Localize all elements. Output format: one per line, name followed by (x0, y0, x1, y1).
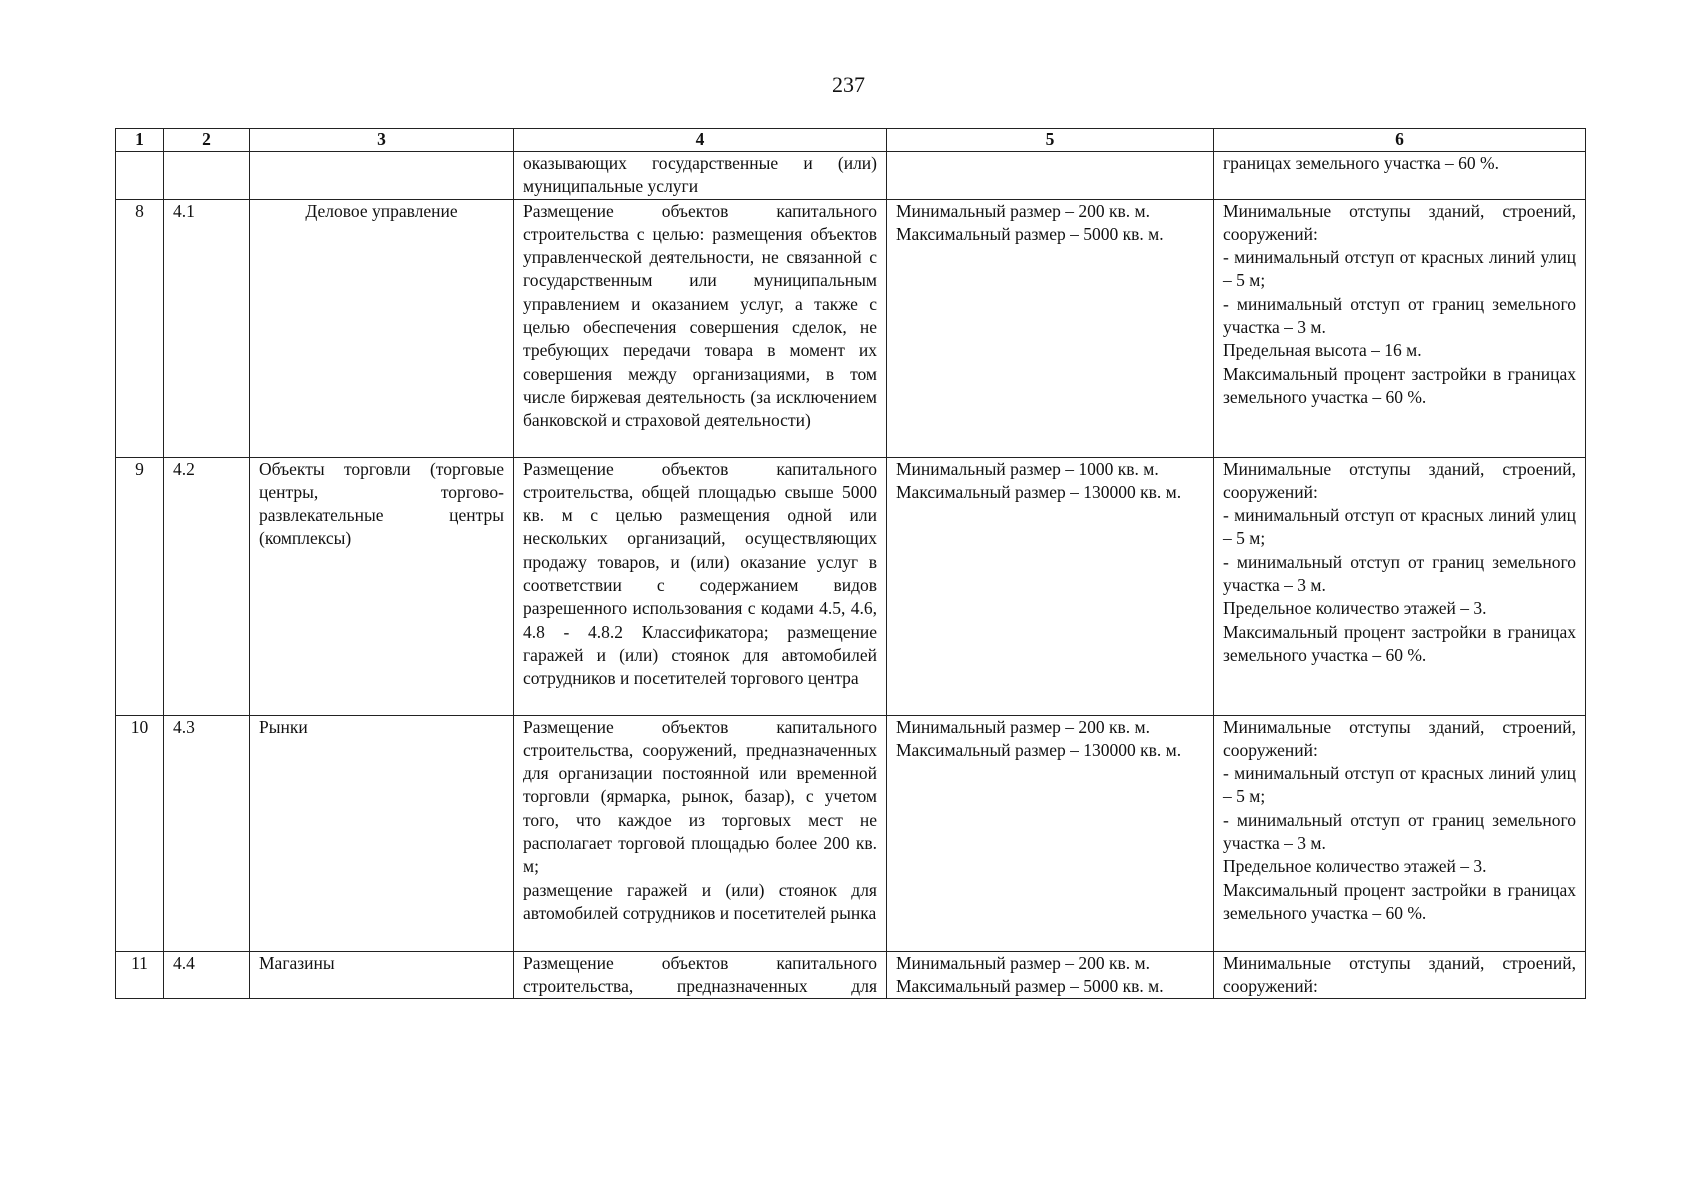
param-line: границах земельного участка – 60 %. (1223, 153, 1499, 173)
row-number: 9 (116, 457, 164, 715)
param-line: - минимальный отступ от границ земельного участка – 3 м. (1223, 809, 1576, 854)
row-code (164, 152, 250, 200)
table-header (116, 129, 1586, 152)
row-sizes (887, 199, 1214, 457)
header-row (116, 129, 1586, 152)
row-params (1214, 199, 1586, 457)
row-name: Рынки (250, 715, 514, 951)
row-number: 10 (116, 715, 164, 951)
param-line: Максимальный процент застройки в границах земельного участка – 60 %. (1223, 621, 1576, 665)
size-line: Минимальный размер – 200 кв. м. (896, 716, 1150, 737)
row-name: Деловое управление (250, 199, 514, 457)
table-row (116, 199, 1586, 457)
row-code: 4.3 (164, 715, 250, 951)
table-row (116, 457, 1586, 715)
description-text: оказывающих государственные и (или) муниципальные услуги (523, 153, 877, 197)
row-sizes (887, 457, 1214, 715)
row-description (514, 951, 887, 999)
description-text: Размещение объектов капитального строительства, общей площадью свыше 5000 кв. м с целью размещения одной или нескольких организаций, осуществляющих продажу товаров, и (или) оказание услуг в соответствии с содержанием видов разрешенного использования с кодами 4.5, 4.6, 4.8 - 4.8.2 Классификатора; размещение гаражей и (или) стоянок для автомобилей сотрудников и посетителей торгового центра (523, 458, 877, 689)
row-code: 4.1 (164, 199, 250, 457)
description-text: Размещение объектов капитального строительства с целью: размещения объектов управленческой деятельности, не связанной с государственным или муниципальным управлением и оказанием услуг, а также с целью обеспечения совершения сделок, не требующих передачи товара в момент их совершения между организациями, в том числе биржевая деятельность (за исключением банковской и страховой деятельности) (523, 200, 877, 431)
row-params (1214, 951, 1586, 999)
size-line: Максимальный размер – 130000 кв. м. (896, 481, 1182, 502)
row-code: 4.2 (164, 457, 250, 715)
size-line: Максимальный размер – 5000 кв. м. (896, 975, 1164, 996)
table-row (116, 951, 1586, 999)
size-line: Минимальный размер – 200 кв. м. (896, 952, 1150, 973)
param-line: - минимальный отступ от красных линий улиц – 5 м; (1223, 505, 1576, 549)
param-line: - минимальный отступ от границ земельного участка – 3 м. (1223, 551, 1576, 596)
row-number: 11 (116, 951, 164, 999)
param-line: Максимальный процент застройки в границах земельного участка – 60 %. (1223, 879, 1576, 923)
row-name (250, 152, 514, 200)
column-header-1: 1 (116, 129, 164, 152)
size-line: Минимальный размер – 1000 кв. м. (896, 458, 1159, 479)
size-line: Минимальный размер – 200 кв. м. (896, 200, 1150, 221)
description-text: размещение гаражей и (или) стоянок для автомобилей сотрудников и посетителей рынка (523, 879, 877, 923)
param-line: Предельное количество этажей – 3. (1223, 598, 1487, 619)
row-sizes (887, 715, 1214, 951)
row-params (1214, 715, 1586, 951)
column-header-3: 3 (250, 129, 514, 152)
row-params (1214, 457, 1586, 715)
row-params (1214, 152, 1586, 200)
param-line: Предельное количество этажей – 3. (1223, 856, 1487, 877)
row-description (514, 152, 887, 200)
param-line: Минимальные отступы зданий, строений, сооружений: (1223, 458, 1576, 502)
row-name: Магазины (250, 951, 514, 999)
row-sizes (887, 152, 1214, 200)
description-text: Размещение объектов капитального строительства, предназначенных для (523, 952, 877, 996)
param-line: Минимальные отступы зданий, строений, сооружений: (1223, 200, 1576, 244)
name-text: Объекты торговли (торговые центры, торгово-развлекательные центры (комплексы) (259, 458, 504, 549)
row-number: 8 (116, 199, 164, 457)
page-number: 237 (832, 72, 865, 97)
row-name (250, 457, 514, 715)
column-header-6: 6 (1214, 129, 1586, 152)
size-line: Максимальный размер – 130000 кв. м. (896, 739, 1182, 760)
table-row (116, 715, 1586, 951)
row-description (514, 715, 887, 951)
row-sizes (887, 951, 1214, 999)
param-line: - минимальный отступ от границ земельного участка – 3 м. (1223, 293, 1576, 338)
param-line: Максимальный процент застройки в границах земельного участка – 60 %. (1223, 363, 1576, 407)
column-header-2: 2 (164, 129, 250, 152)
size-line: Максимальный размер – 5000 кв. м. (896, 223, 1164, 244)
row-description (514, 199, 887, 457)
column-header-4: 4 (514, 129, 887, 152)
row-number (116, 152, 164, 200)
row-code: 4.4 (164, 951, 250, 999)
param-line: Предельная высота – 16 м. (1223, 340, 1422, 361)
param-line: Минимальные отступы зданий, строений, сооружений: (1223, 952, 1576, 996)
param-line: - минимальный отступ от красных линий улиц – 5 м; (1223, 763, 1576, 807)
description-text: Размещение объектов капитального строительства, сооружений, предназначенных для организации постоянной или временной торговли (ярмарка, рынок, базар), с учетом того, что каждое из торговых мест не располагает торговой площадью более 200 кв. м; (523, 716, 877, 877)
table-row (116, 152, 1586, 200)
regulations-table (115, 128, 1586, 999)
param-line: - минимальный отступ от красных линий улиц – 5 м; (1223, 247, 1576, 291)
param-line: Минимальные отступы зданий, строений, сооружений: (1223, 716, 1576, 760)
row-description (514, 457, 887, 715)
column-header-5: 5 (887, 129, 1214, 152)
